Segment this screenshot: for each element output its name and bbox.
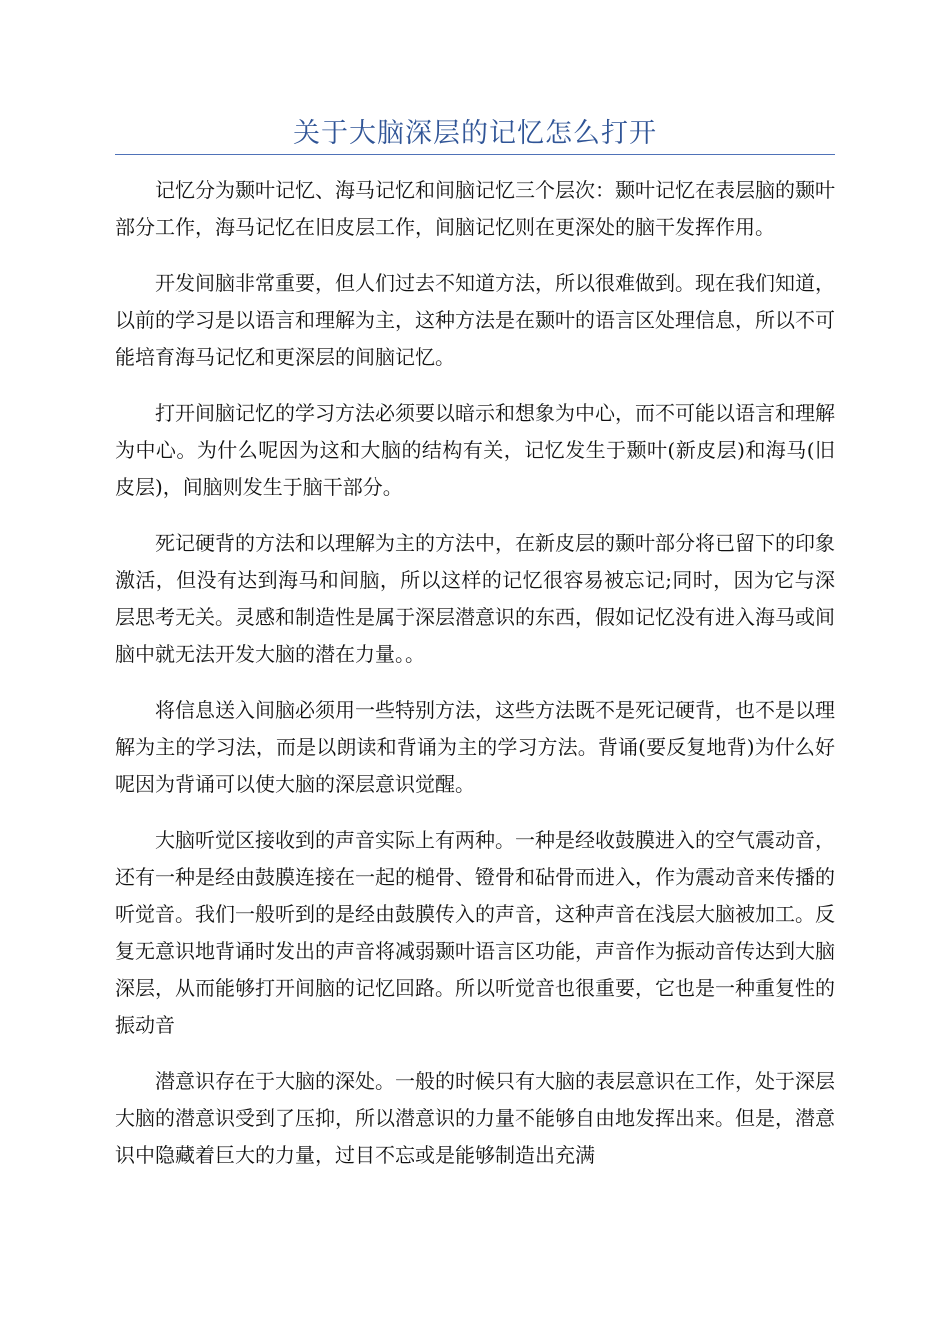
title-underline [115,154,835,155]
paragraph: 大脑听觉区接收到的声音实际上有两种。一种是经收鼓膜进入的空气震动音，还有一种是经由鼓膜连接在一起的槌骨、镫骨和砧骨而进入，作为震动音来传播的听觉音。我们一般听到的是经由鼓膜传入的声音，这种声音在浅层大脑被加工。反复无意识地背诵时发出的声音将减弱颞叶语言区功能，声音作为振动音传达到大脑深层，从而能够打开间脑的记忆回路。所以听觉音也很重要，它也是一种重复性的振动音 [115,828,835,1037]
paragraph: 潜意识存在于大脑的深处。一般的时候只有大脑的表层意识在工作，处于深层大脑的潜意识受到了压抑，所以潜意识的力量不能够自由地发挥出来。但是，潜意识中隐藏着巨大的力量，过目不忘或是能够制造出充满 [115,1069,835,1167]
paragraph: 记忆分为颞叶记忆、海马记忆和间脑记忆三个层次：颞叶记忆在表层脑的颞叶部分工作，海马记忆在旧皮层工作，间脑记忆则在更深处的脑干发挥作用。 [115,178,835,239]
paragraph: 死记硬背的方法和以理解为主的方法中，在新皮层的颞叶部分将已留下的印象激活，但没有达到海马和间脑，所以这样的记忆很容易被忘记;同时，因为它与深层思考无关。灵感和制造性是属于深层潜意识的东西，假如记忆没有进入海马或间脑中就无法开发大脑的潜在力量。。 [115,531,835,666]
paragraph: 开发间脑非常重要，但人们过去不知道方法，所以很难做到。现在我们知道，以前的学习是以语言和理解为主，这种方法是在颞叶的语言区处理信息，所以不可能培育海马记忆和更深层的间脑记忆。 [115,271,835,369]
document-title: 关于大脑深层的记忆怎么打开 [293,118,657,149]
paragraph: 打开间脑记忆的学习方法必须要以暗示和想象为中心，而不可能以语言和理解为中心。为什么呢因为这和大脑的结构有关，记忆发生于颞叶(新皮层)和海马(旧皮层)，间脑则发生于脑干部分。 [115,401,835,499]
paragraph: 将信息送入间脑必须用一些特别方法，这些方法既不是死记硬背，也不是以理解为主的学习法，而是以朗读和背诵为主的学习方法。背诵(要反复地背)为什么好呢因为背诵可以使大脑的深层意识觉醒。 [115,698,835,796]
document-body [115,172,835,1193]
